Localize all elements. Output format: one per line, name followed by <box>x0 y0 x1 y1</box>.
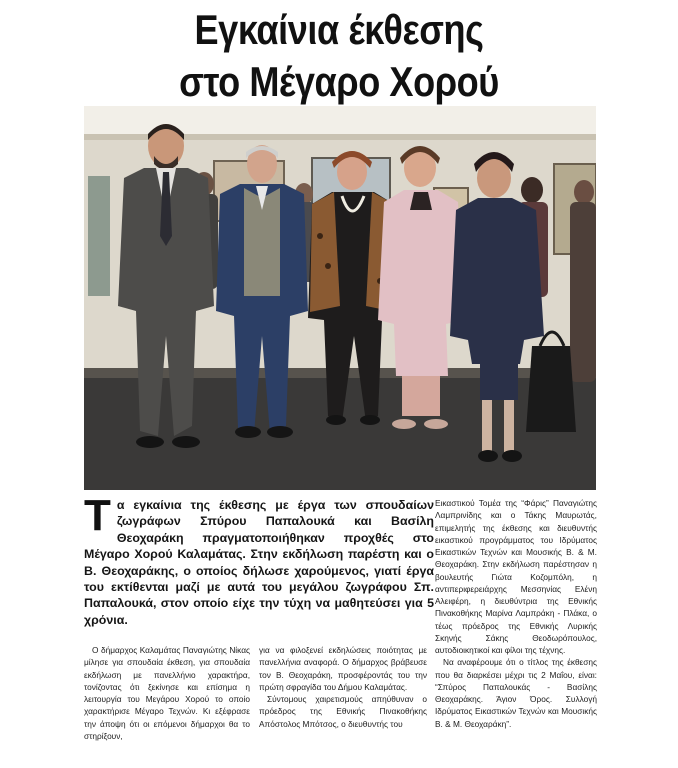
col2-paragraph-1: για να φιλοξενεί εκδηλώσεις ποιότητας με πανελλήνια αναφορά. Ο δήμαρχος βράβευσε τον Β. Θεοχαράκη, προσφέροντάς του την πρώτη σφραγίδα του Δήμου Καλαμάτας. <box>259 645 427 692</box>
body-column-1 <box>84 644 250 742</box>
article-lead <box>84 491 434 628</box>
col3-paragraph-1: Εικαστικού Τομέα της “Φάρις” Παναγιώτης Λαμπρινίδης και ο Τάκης Μαυρωτάς, επιμελητής της έκθεσης και διευθυντής εικαστικού προγράμματος του Ιδρύματος Εικαστικών Τεχνών και Μουσικής Β. & Μ. Θεοχαράκη. Στην εκδήλωση παρέστησαν η βουλευτής Γιώτα Κοζομπόλη, η αντιπεριφερειάρχης Μεσσηνίας Ελένη Αλειφέρη, η διευθύντρια της Εθνικής Πινακοθήκης Μαρίνα Λαμπράκη - Πλάκα, ο τέως πρόεδρος της Εθνικής Λυρικής Σκηνής Σάκης Θεοδωρόπουλος, αυτοδιοικητικοί και φίλοι της τέχνης. <box>435 498 597 655</box>
headline-line-1: Εγκαίνια έκθεσης <box>194 6 484 53</box>
col3-paragraph-2: Να αναφέρουμε ότι ο τίτλος της έκθεσης που θα διαρκέσει μέχρι τις 2 Μαΐου, είναι: “Σπύρος Παπαλουκάς - Βασίλης Θεοχαράκης. Άγιον Όρος. Συλλογή Ιδρύματος Εικαστικών Τεχνών και Μουσικής Β. & Μ. Θεοχαράκη”. <box>435 657 597 729</box>
lead-dropcap: Τ <box>84 491 111 540</box>
article-photo <box>84 106 596 490</box>
col1-paragraph: Ο δήμαρχος Καλαμάτας Παναγιώτης Νίκας μίλησε για σπουδαία έκθεση, για σπουδαία εκδήλωση με πανελλήνιο χαρακτήρα, τονίζοντας ότι ξεκίνησε και επίσημα η λειτουργία του Μεγάρου Χορού το οποίο χαρακτήρισε Μέγαρο Τεχνών. Κι εξέφρασε την άποψη ότι οι επόμενοι δήμαρχοι θα το στηρίξουν, <box>84 645 250 741</box>
body-column-2 <box>259 644 427 730</box>
body-column-3 <box>435 497 597 730</box>
lead-text: α εγκαίνια της έκθεσης με έργα των σπουδαίων ζωγράφων Σπύρου Παπαλουκά και Βασίλη Θεοχαράκη πραγματοποιήθηκαν προχθές στο Μέγαρο Χορού Καλαμάτας. Στην εκδήλωση παρέστη και ο Β. Θεοχαράκης, ο οποίος δήλωσε χαρούμενος, γιατί έργα του εκτίθενται μαζί με αυτά του μεγάλου ζωγράφου Σπ. Παπαλουκά, στον οποίο είχε την τύχη να μαθητεύσει για 5 χρόνια. <box>84 498 434 627</box>
col2-paragraph-2: Σύντομους χαιρετισμούς απηύθυναν ο πρόεδρος της Εθνικής Πινακοθήκης Απόστολος Μπότσος, ο διευθυντής του <box>259 694 427 729</box>
headline-line-2: στο Μέγαρο Χορού <box>179 58 499 105</box>
